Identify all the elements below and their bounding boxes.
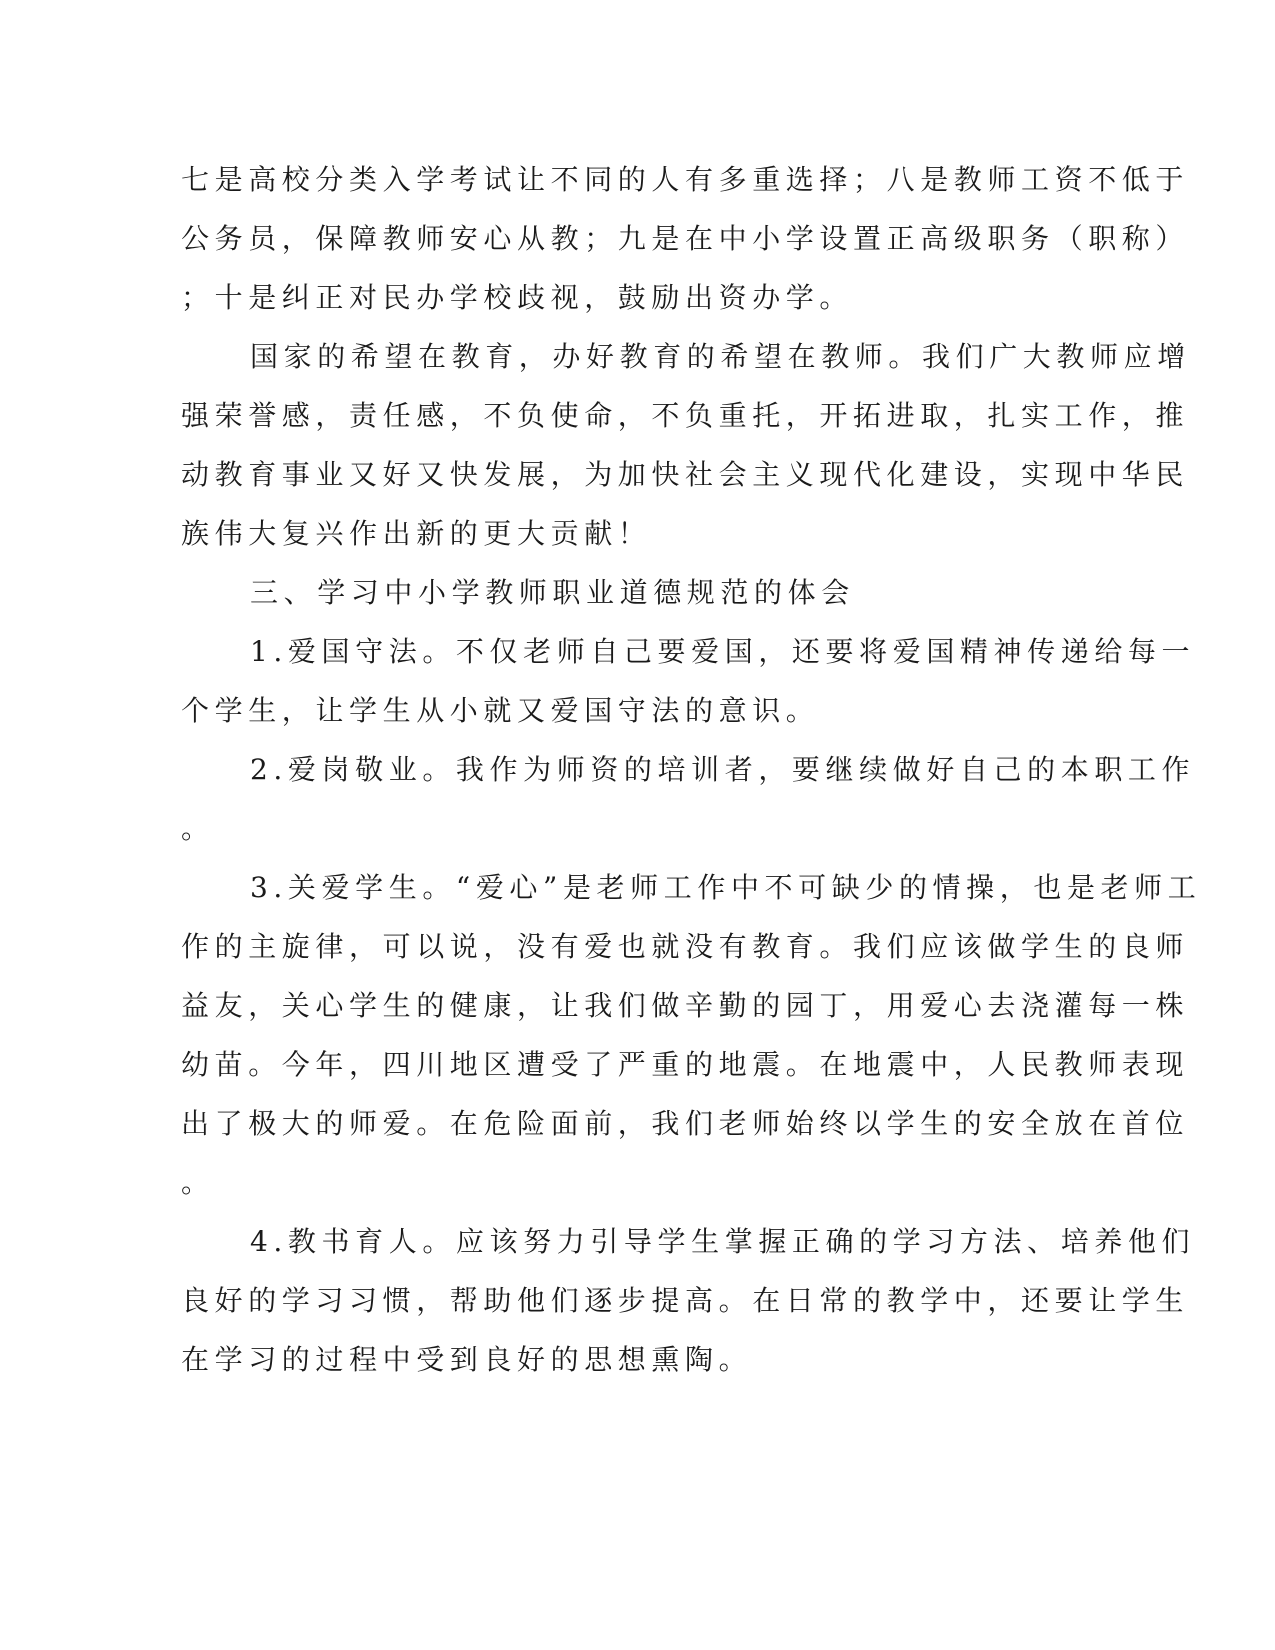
text-line: 。 xyxy=(181,812,215,845)
text-line: 作的主旋律，可以说，没有爱也就没有教育。我们应该做学生的良师 xyxy=(181,930,1190,963)
text-line: 。 xyxy=(181,1166,215,1199)
text-line: 动教育事业又好又快发展，为加快社会主义现代化建设，实现中华民 xyxy=(181,458,1190,491)
paragraph-first-line: 4.教书育人。应该努力引导学生掌握正确的学习方法、培养他们 xyxy=(250,1225,1196,1258)
text-line: 在学习的过程中受到良好的思想熏陶。 xyxy=(181,1343,753,1376)
text-line: 良好的学习习惯，帮助他们逐步提高。在日常的教学中，还要让学生 xyxy=(181,1284,1190,1317)
paragraph-first-line: 1.爱国守法。不仅老师自己要爱国，还要将爱国精神传递给每一 xyxy=(250,635,1196,668)
text-line: 幼苗。今年，四川地区遭受了严重的地震。在地震中，人民教师表现 xyxy=(181,1048,1190,1081)
text-line: ；十是纠正对民办学校歧视，鼓励出资办学。 xyxy=(181,281,854,314)
text-line: 个学生，让学生从小就又爱国守法的意识。 xyxy=(181,694,820,727)
text-line: 益友，关心学生的健康，让我们做辛勤的园丁，用爱心去浇灌每一株 xyxy=(181,989,1190,1022)
section-heading: 三、学习中小学教师职业道德规范的体会 xyxy=(250,576,855,609)
text-line: 出了极大的师爱。在危险面前，我们老师始终以学生的安全放在首位 xyxy=(181,1107,1190,1140)
text-line: 强荣誉感，责任感，不负使命，不负重托，开拓进取，扎实工作，推 xyxy=(181,399,1190,432)
text-line: 公务员，保障教师安心从教；九是在中小学设置正高级职务（职称） xyxy=(181,222,1190,255)
paragraph-first-line: 3.关爱学生。“爱心”是老师工作中不可缺少的情操，也是老师工 xyxy=(250,871,1202,904)
text-line: 族伟大复兴作出新的更大贡献！ xyxy=(181,517,652,550)
paragraph-first-line: 2.爱岗敬业。我作为师资的培训者，要继续做好自己的本职工作 xyxy=(250,753,1196,786)
paragraph-first-line: 国家的希望在教育，办好教育的希望在教师。我们广大教师应增 xyxy=(250,340,1191,373)
text-line: 七是高校分类入学考试让不同的人有多重选择；八是教师工资不低于 xyxy=(181,163,1190,196)
